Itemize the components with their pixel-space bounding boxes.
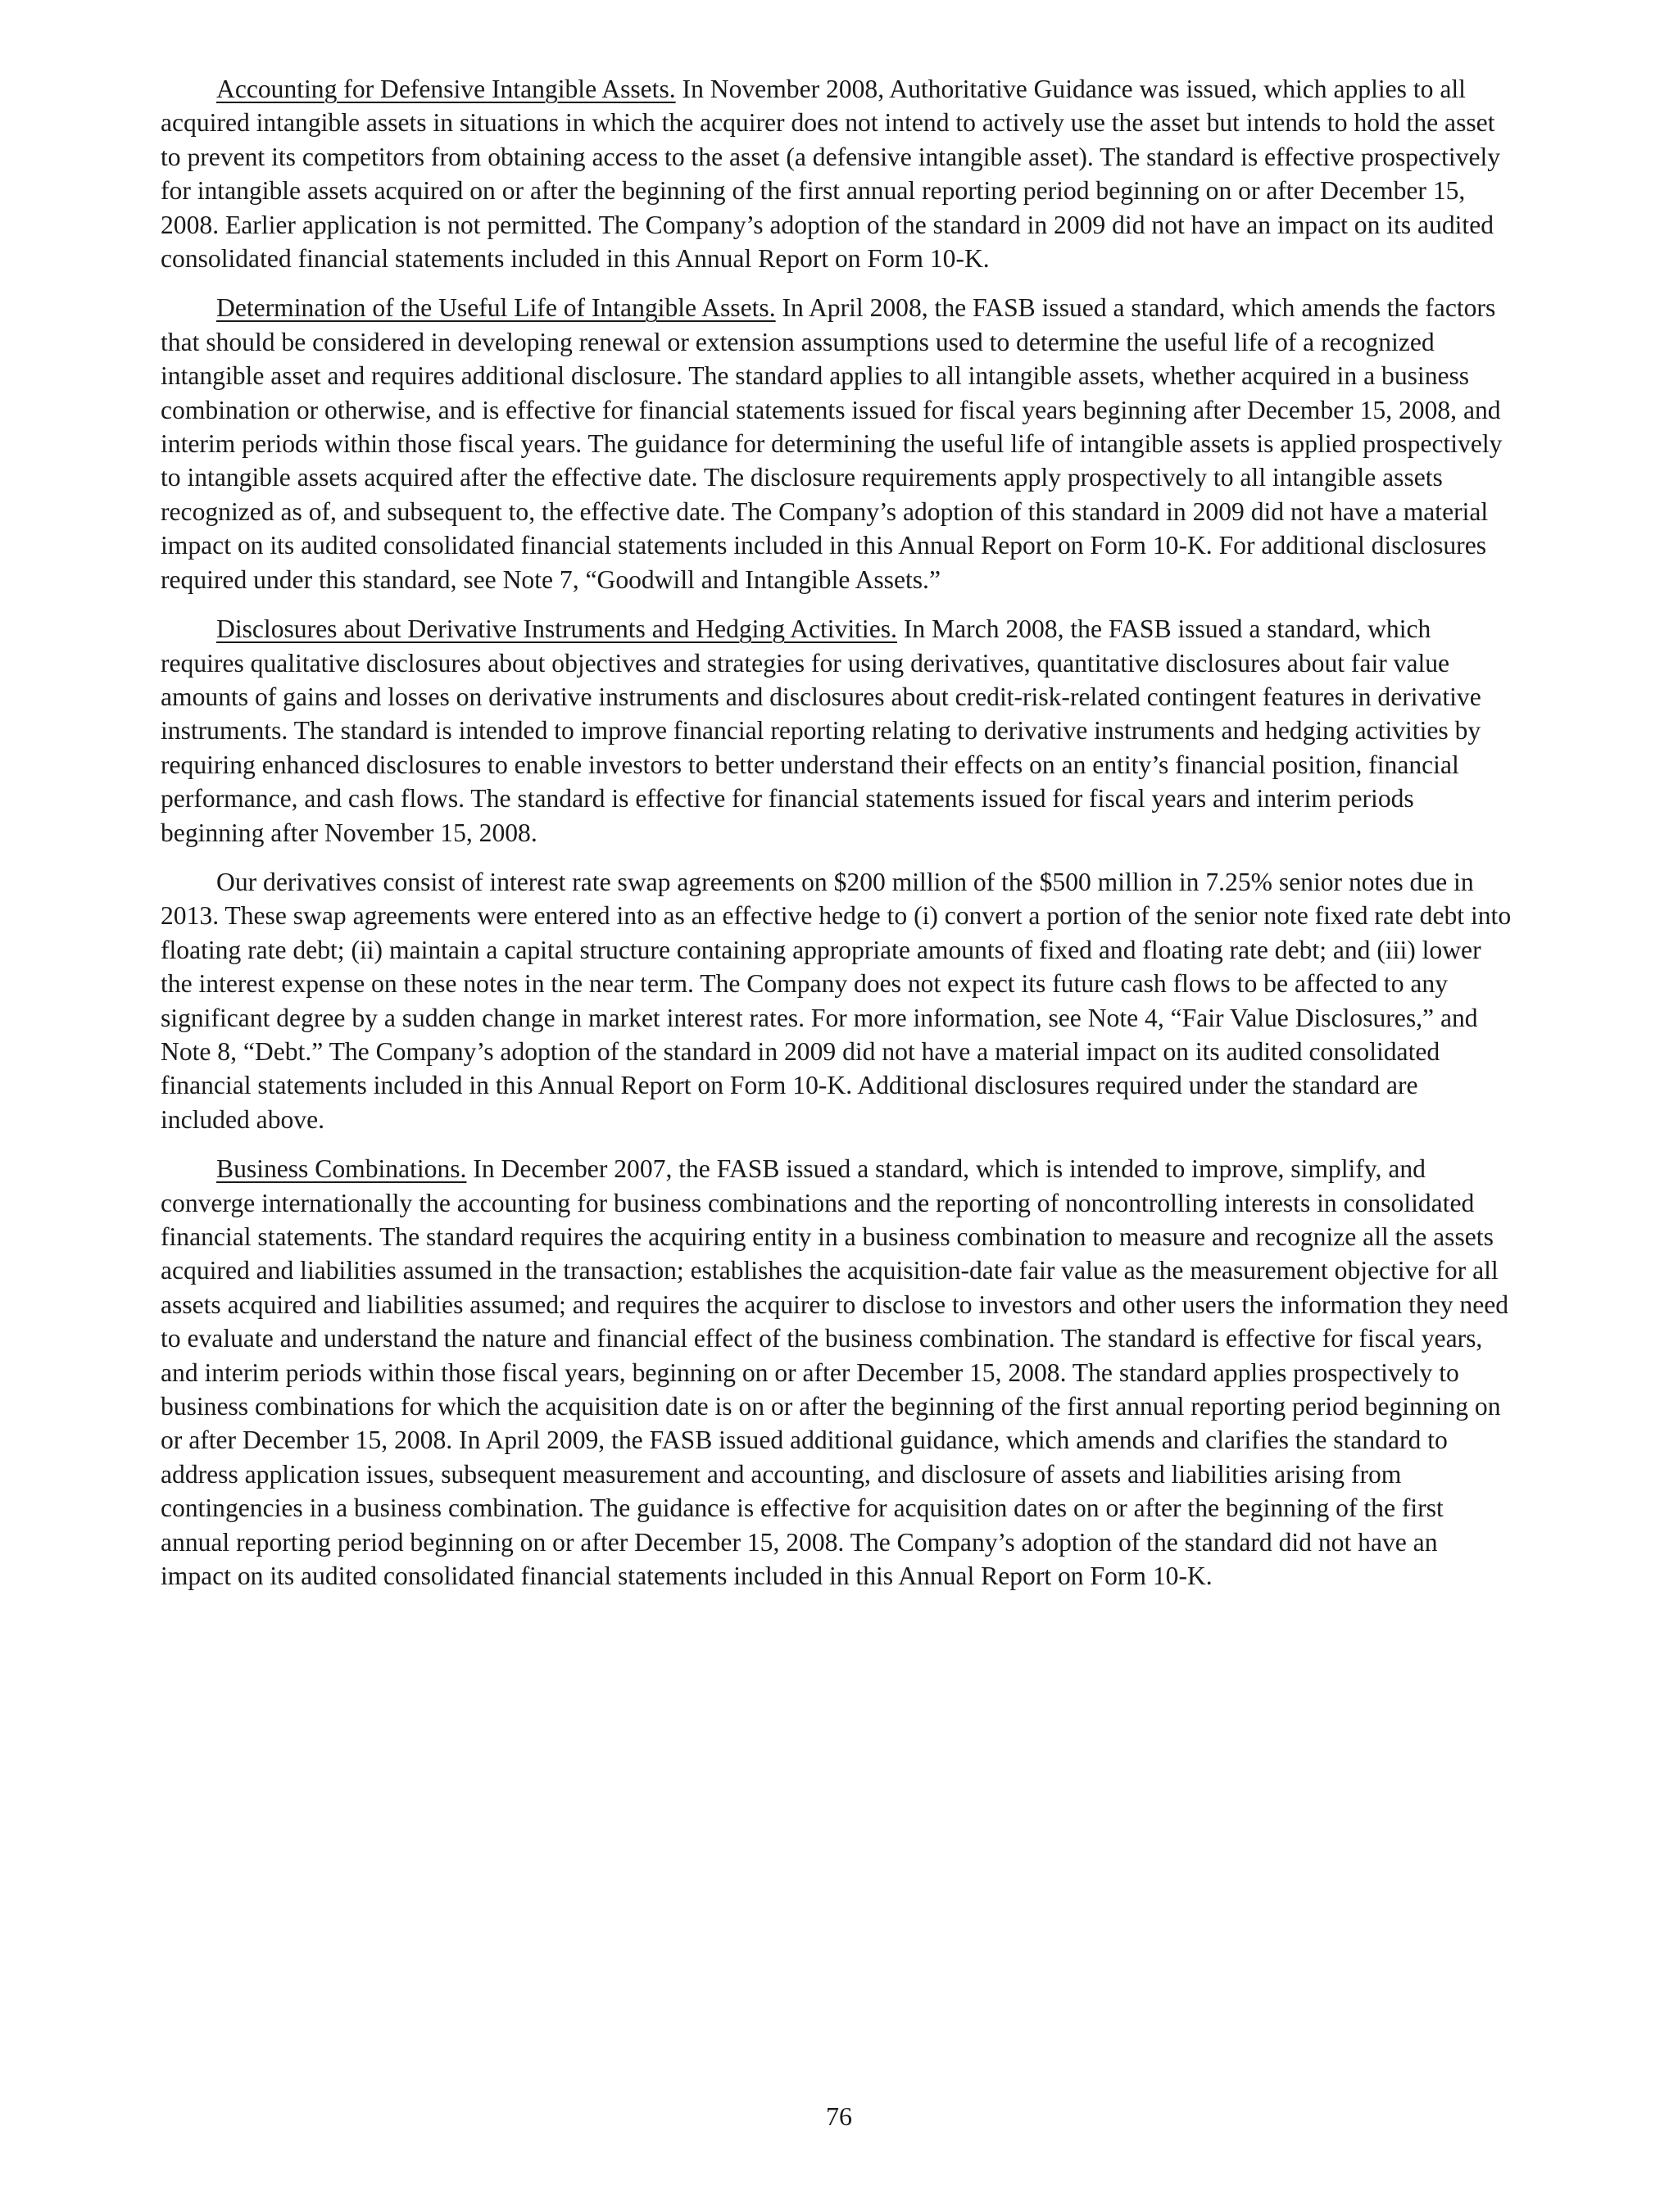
paragraph-derivative-disclosures xyxy=(161,612,1512,850)
paragraph-heading: Determination of the Useful Life of Intangible Assets. xyxy=(216,293,776,323)
paragraph-business-combinations xyxy=(161,1152,1512,1593)
paragraph-derivatives-swap-agreements xyxy=(161,865,1512,1136)
paragraph-heading: Disclosures about Derivative Instruments and Hedging Activities. xyxy=(216,614,897,644)
paragraph-heading: Accounting for Defensive Intangible Assets. xyxy=(216,75,676,103)
paragraph-text: In March 2008, the FASB issued a standard, which requires qualitative disclosures about objectives and strategies for using derivatives, quantitative disclosures about fair value amounts of gains and losses on derivative instruments and disclosures about credit-risk-related contingent features in derivative instruments. The standard is intended to improve financial reporting relating to derivative instruments and hedging activities by requiring enhanced disclosures to enable investors to better understand their effects on an entity’s financial position, financial performance, and cash flows. The standard is effective for financial statements issued for fiscal years and interim periods beginning after November 15, 2008. xyxy=(161,614,1481,847)
paragraph-defensive-intangible-assets xyxy=(161,72,1512,275)
paragraph-text: In November 2008, Authoritative Guidance was issued, which applies to all acquired intangible assets in situations in which the acquirer does not intend to actively use the asset but intends to hold the asset to prevent its competitors from obtaining access to the asset (a defensive intangible asset). The standard is effective prospectively for intangible assets acquired on or after the beginning of the first annual reporting period beginning on or after December 15, 2008. Earlier application is not permitted. The Company’s adoption of the standard in 2009 did not have an impact on its audited consolidated financial statements included in this Annual Report on Form 10-K. xyxy=(161,75,1501,274)
paragraph-text: Our derivatives consist of interest rate swap agreements on $200 million of the $500 million in 7.25% senior notes due in 2013. These swap agreements were entered into as an effective hedge to (i) convert a portion of the senior note fixed rate debt into floating rate debt; (ii) maintain a capital structure containing appropriate amounts of fixed and floating rate debt; and (iii) lower the interest expense on these notes in the near term. The Company does not expect its future cash flows to be affected to any significant degree by a sudden change in market interest rates. For more information, see Note 4, “Fair Value Disclosures,” and Note 8, “Debt.” The Company’s adoption of the standard in 2009 did not have a material impact on its audited consolidated financial statements included in this Annual Report on Form 10-K. Additional disclosures required under the standard are included above. xyxy=(161,867,1512,1134)
paragraph-heading: Business Combinations. xyxy=(216,1154,467,1184)
paragraph-text: In December 2007, the FASB issued a standard, which is intended to improve, simplify, and converge internationally the accounting for business combinations and the reporting of noncontrolling interests in consolidated financial statements. The standard requires the acquiring entity in a business combination to measure and recognize all the assets acquired and liabilities assumed in the transaction; establishes the acquisition-date fair value as the measurement objective for all assets acquired and liabilities assumed; and requires the acquirer to disclose to investors and other users the information they need to evaluate and understand the nature and financial effect of the business combination. The standard is effective for fiscal years, and interim periods within those fiscal years, beginning on or after December 15, 2008. The standard applies prospectively to business combinations for which the acquisition date is on or after the beginning of the first annual reporting period beginning on or after December 15, 2008. In April 2009, the FASB issued additional guidance, which amends and clarifies the standard to address application issues, subsequent measurement and accounting, and disclosure of assets and liabilities arising from contingencies in a business combination. The guidance is effective for acquisition dates on or after the beginning of the first annual reporting period beginning on or after December 15, 2008. The Company’s adoption of the standard did not have an impact on its audited consolidated financial statements included in this Annual Report on Form 10-K. xyxy=(161,1154,1509,1591)
paragraph-text: In April 2008, the FASB issued a standard, which amends the factors that should be considered in developing renewal or extension assumptions used to determine the useful life of a recognized intangible asset and requires additional disclosure. The standard applies to all intangible assets, whether acquired in a business combination or otherwise, and is effective for financial statements issued for fiscal years beginning after December 15, 2008, and interim periods within those fiscal years. The guidance for determining the useful life of intangible assets is applied prospectively to intangible assets acquired after the effective date. The disclosure requirements apply prospectively to all intangible assets recognized as of, and subsequent to, the effective date. The Company’s adoption of this standard in 2009 did not have a material impact on its audited consolidated financial statements included in this Annual Report on Form 10-K. For additional disclosures required under this standard, see Note 7, “Goodwill and Intangible Assets.” xyxy=(161,293,1503,594)
paragraph-useful-life-intangible-assets xyxy=(161,291,1512,596)
document-body xyxy=(161,72,1512,1608)
page-number: 76 xyxy=(826,2101,852,2131)
